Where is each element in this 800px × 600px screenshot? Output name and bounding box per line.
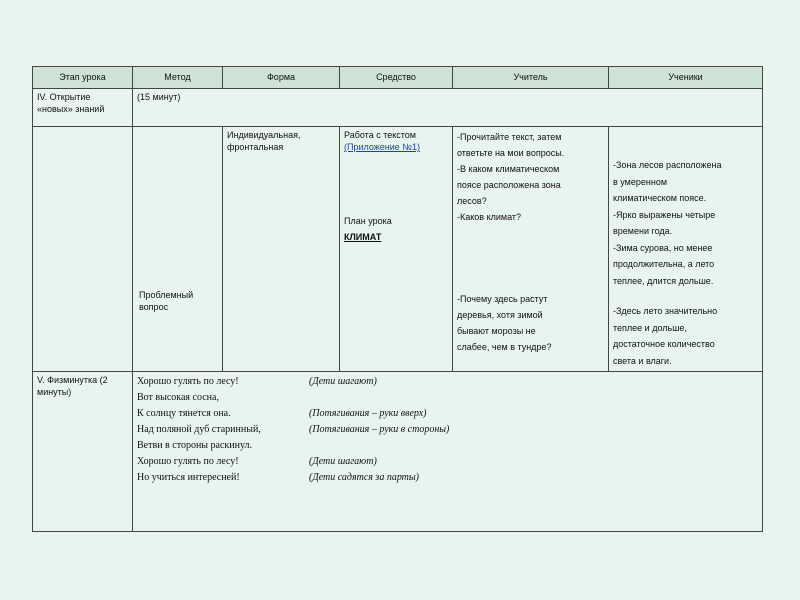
appendix-link[interactable]: (Приложение №1) [344,142,420,153]
form-label: Индивидуальная, фронтальная [227,130,301,153]
exercise-text: Хорошо гулять по лесу! [137,456,239,467]
exercise-text: Вот высокая сосна, [137,392,219,403]
teacher-line: ответьте на мои вопросы. [457,148,565,158]
students-line: теплее и дольше, [613,322,687,333]
exercise-note: (Дети шагают) [309,376,377,387]
exercise-note: (Дети шагают) [309,456,377,467]
stage-iv-label: IV. Открытие «новых» знаний [37,92,105,115]
exercise-line [137,438,758,454]
stage-empty-cell [33,127,133,372]
students-cell [609,127,763,372]
students-line: теплее, длится дольше. [613,275,714,286]
exercise-line [137,454,758,470]
table-row-iv [33,89,763,127]
exercise-line [137,422,758,438]
students-line: времени года. [613,226,673,236]
means-cell [340,127,453,372]
method-cell [133,127,223,372]
exercise-note: (Потягивания – руки вверх) [309,408,427,419]
stage-v-cell [33,372,133,532]
exercise-text: Ветви в стороны раскинул. [137,440,253,451]
students-line: -Зона лесов расположена [613,160,722,170]
form-cell [223,127,340,372]
teacher-line: -В каком климатическом [457,164,560,174]
lesson-plan-table [32,66,763,532]
exercise-text: Но учиться интересней! [137,472,240,483]
students-line: -Здесь лето значительно [613,306,718,316]
teacher-cell [453,127,609,372]
teacher-line: деревья, хотя зимой [457,310,543,320]
exercise-line [137,374,758,390]
header-means: Средство [340,67,453,89]
students-line: -Ярко выражены четыре [613,209,716,220]
teacher-line: поясе расположена зона [457,180,561,190]
teacher-line: -Прочитайте текст, затем [457,132,562,142]
students-line: достаточное количество [613,339,715,349]
plan-value: КЛИМАТ [344,232,382,243]
exercise-line [137,390,758,406]
teacher-line: -Каков климат? [457,212,522,222]
table-header-row [33,67,763,89]
table-row-main [33,127,763,372]
teacher-line: слабее, чем в тундре? [457,342,552,352]
exercise-cell [133,372,763,532]
plan-label: План урока [344,216,392,227]
header-method: Метод [133,67,223,89]
teacher-line: -Почему здесь растут [457,294,548,304]
duration-iv-cell [133,89,763,127]
exercise-line [137,406,758,422]
exercise-text: К солнцу тянется она. [137,408,231,419]
students-line: в умеренном [613,176,668,187]
exercise-note: (Потягивания – руки в стороны) [309,424,450,435]
duration-iv-label: (15 минут) [137,92,181,102]
method-label: Проблемный вопрос [139,290,194,313]
exercise-note: (Дети садятся за парты) [309,472,420,483]
exercise-text: Над поляной дуб старинный, [137,424,261,435]
students-line: -Зима сурова, но менее [613,242,713,253]
stage-iv-cell [33,89,133,127]
table-row-v [33,372,763,532]
stage-v-label: V. Физминутка (2 минуты) [37,375,108,398]
teacher-line: бывают морозы не [457,326,536,336]
teacher-line: лесов? [457,196,487,206]
exercise-text: Хорошо гулять по лесу! [137,376,239,387]
students-line: света и влаги. [613,355,672,366]
header-teacher: Учитель [453,67,609,89]
header-form: Форма [223,67,340,89]
header-stage: Этап урока [33,67,133,89]
header-students: Ученики [609,67,763,89]
exercise-line [137,470,758,486]
students-line: климатическом поясе. [613,193,707,203]
means-label: Работа с текстом [344,130,416,140]
students-line: продолжительна, а лето [613,259,715,269]
